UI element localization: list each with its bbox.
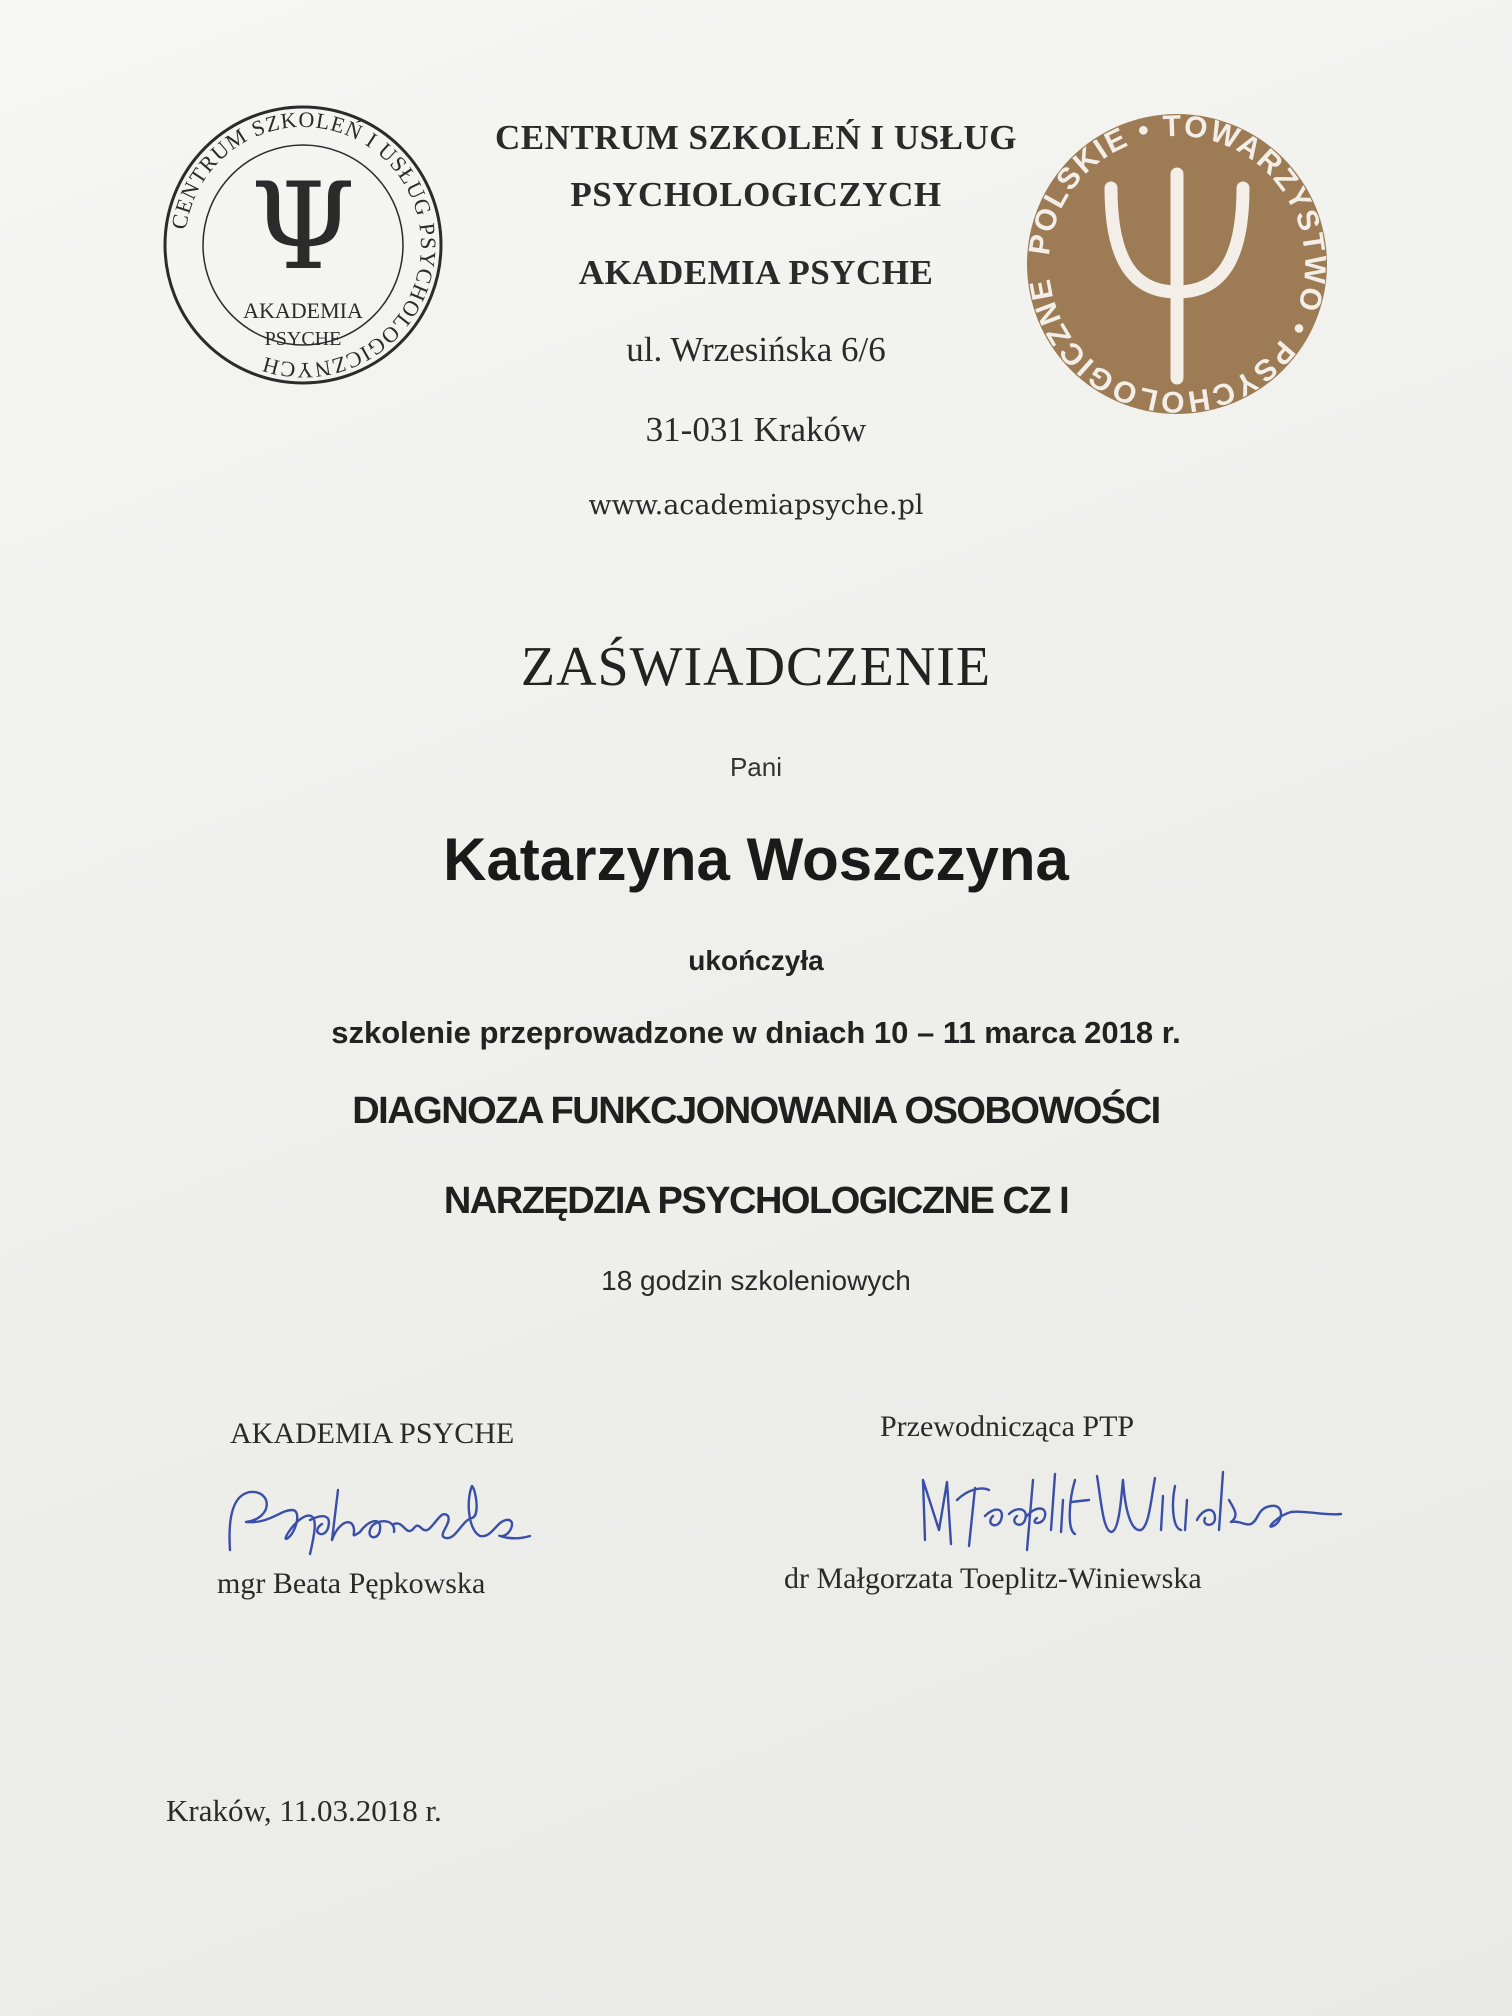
- website-url: www.academiapsyche.pl: [588, 490, 924, 521]
- left-seal-inner-line2: PSYCHE: [264, 328, 342, 350]
- psi-symbol-icon: Ψ: [250, 158, 356, 297]
- institution-name-line1: CENTRUM SZKOLEŃ I USŁUG: [494, 118, 1017, 157]
- right-handwritten-signature: [905, 1460, 1365, 1560]
- course-title-line2: NARZĘDZIA PSYCHOLOGICZNE CZ I: [443, 1180, 1069, 1222]
- left-signature-graphic: [210, 1480, 550, 1570]
- left-signatory-role: AKADEMIA PSYCHE: [230, 1417, 515, 1450]
- left-seal-ring-text: CENTRUM SZKOLEŃ I USŁUG PSYCHOLOGICZNYCH: [166, 106, 442, 384]
- salutation: Pani: [729, 752, 783, 782]
- right-signatory-role: Przewodnicząca PTP: [880, 1410, 1135, 1443]
- institution-name-line2: PSYCHOLOGICZYCH: [570, 175, 942, 214]
- training-hours: 18 godzin szkoleniowych: [601, 1265, 911, 1296]
- recipient-name: Katarzyna Woszczyna: [443, 826, 1069, 893]
- course-title-line1: DIAGNOZA FUNKCJONOWANIA OSOBOWOŚCI: [352, 1090, 1160, 1132]
- place-and-date: Kraków, 11.03.2018 r.: [166, 1793, 442, 1828]
- left-seal-inner-line1: AKADEMIA: [243, 298, 363, 323]
- training-dates: szkolenie przeprowadzone w dniach 10 – 11 marca 2018 r.: [331, 1015, 1181, 1050]
- certificate-title: ZAŚWIADCZENIE: [520, 636, 992, 698]
- left-handwritten-signature: [210, 1480, 550, 1570]
- right-seal-ring-text: POLSKIE • TOWARZYSTWO • PSYCHOLOGICZNE: [1023, 110, 1331, 418]
- address-city: 31-031 Kraków: [645, 410, 867, 449]
- completed-label: ukończyła: [688, 945, 824, 976]
- address-street: ul. Wrzesińska 6/6: [626, 330, 886, 369]
- right-signature-graphic: [905, 1460, 1365, 1560]
- institution-name-line3: AKADEMIA PSYCHE: [578, 253, 934, 292]
- left-signatory-name: mgr Beata Pępkowska: [217, 1567, 486, 1600]
- right-signatory-name: dr Małgorzata Toeplitz-Winiewska: [784, 1562, 1202, 1595]
